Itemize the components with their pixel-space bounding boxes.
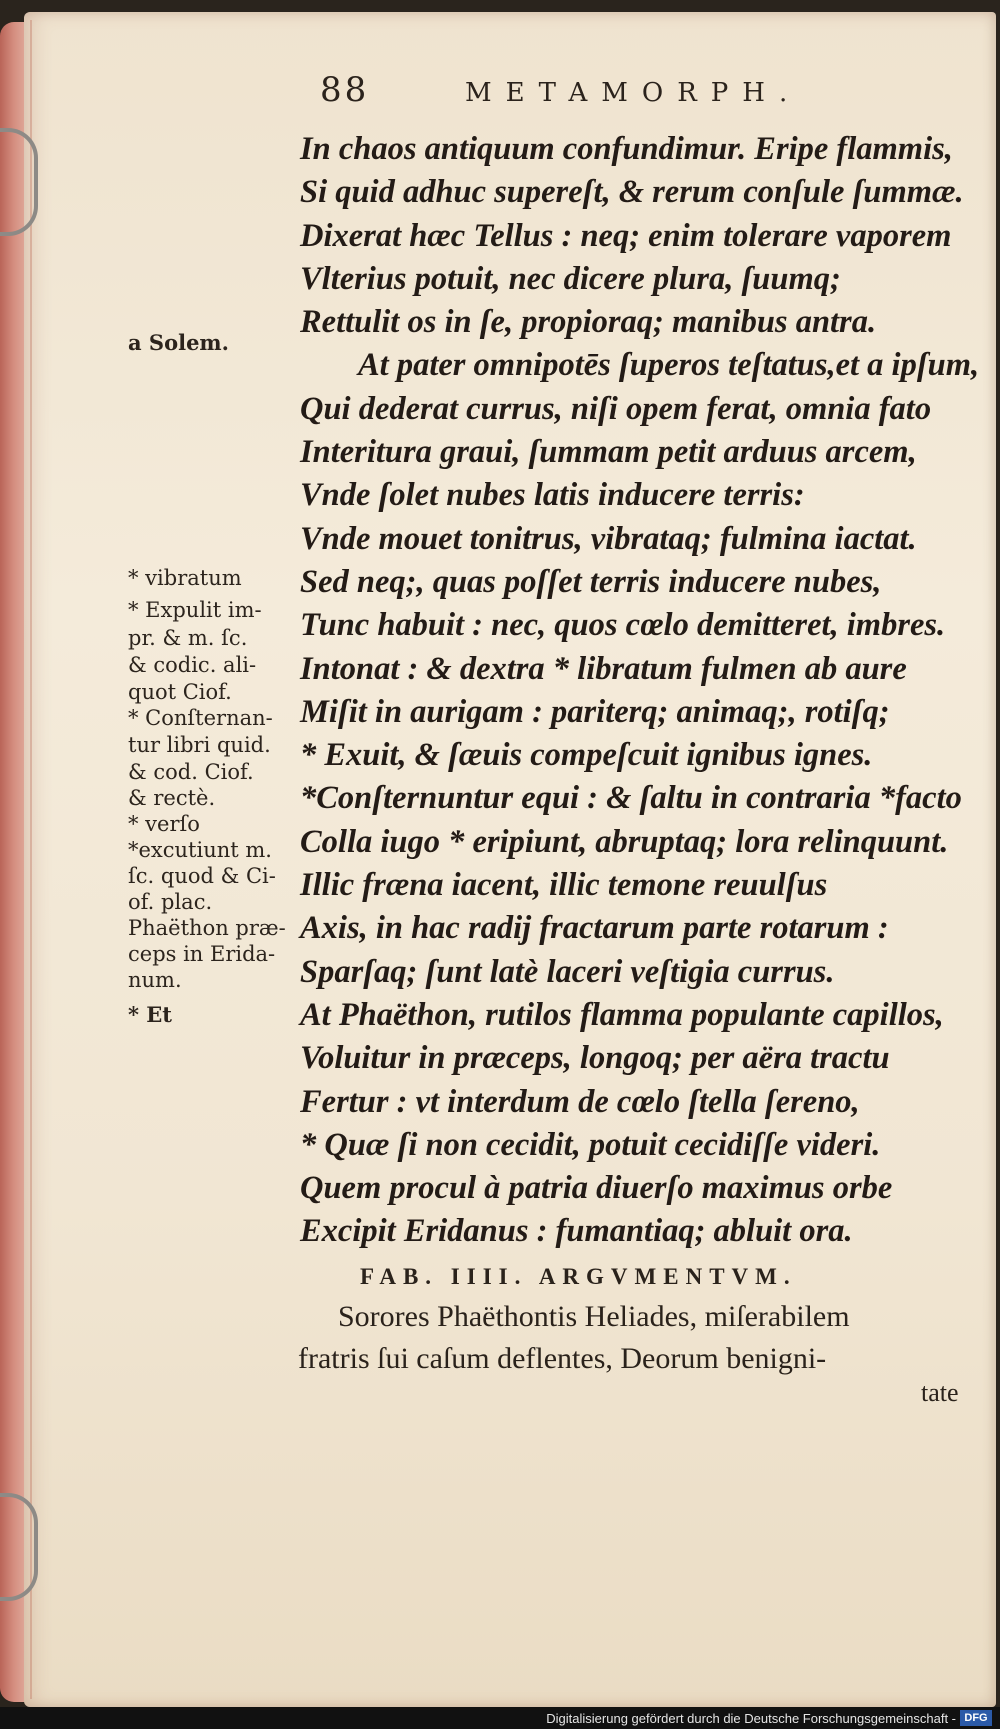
verse-line: Vlterius potuit, nec dicere plura, ſuumq;: [300, 260, 841, 297]
margin-note: * Et: [128, 1002, 172, 1027]
page-number: 88: [320, 70, 370, 110]
margin-note: * Expulit im-: [128, 598, 262, 622]
verse-line: Fertur : vt interdum de cœlo ſtella ſereno,: [300, 1083, 860, 1120]
dfg-logo: DFG: [960, 1710, 992, 1726]
verse-line: Si quid adhuc supereſt, & rerum conſule ſummæ.: [300, 174, 964, 211]
verse-line: Quem procul à patria diuerſo maximus orbe: [300, 1170, 893, 1207]
margin-note: *excutiunt m.: [128, 838, 272, 862]
margin-note: & rectè.: [128, 786, 216, 810]
verse-line: Colla iugo * eripiunt, abruptaq; lora relinquunt.: [300, 823, 949, 860]
verse-line: Voluitur in præceps, longoq; per aëra tractu: [300, 1040, 890, 1077]
margin-note: num.: [128, 968, 182, 992]
margin-note: Phaëthon præ-: [128, 916, 286, 940]
verse-line: * Quæ ſi non cecidit, potuit cecidiſſe videri.: [300, 1126, 881, 1163]
verse-line: Vnde mouet tonitrus, vibrataq; fulmina iactat.: [300, 520, 917, 557]
margin-note: * Conſternan-: [128, 706, 273, 730]
verse-line: Rettulit os in ſe, propioraq; manibus antra.: [300, 304, 877, 341]
margin-note: * vibratum: [128, 566, 242, 590]
verse-line: Qui dederat currus, niſi opem ferat, omnia fato: [300, 390, 932, 427]
margin-note: quot Ciof.: [128, 680, 232, 704]
verse-line: Vnde ſolet nubes latis inducere terris:: [300, 477, 805, 514]
margin-note: tur libri quid.: [128, 733, 271, 757]
verse-line: Sed neq;, quas poſſet terris inducere nubes,: [300, 563, 882, 600]
verse-line: Interitura graui, ſummam petit arduus arcem,: [300, 434, 917, 471]
margin-note: & codic. ali-: [128, 653, 257, 677]
margin-note: pr. & m. ſc.: [128, 626, 248, 650]
verse-line: At Phaëthon, rutilos flamma populante capillos,: [300, 996, 944, 1033]
verse-line: Tunc habuit : nec, quos cœlo demitteret, imbres.: [300, 607, 946, 644]
margin-note: * verſo: [128, 812, 200, 836]
catchword: tate: [921, 1378, 959, 1407]
argument-line: fratris ſui caſum deflentes, Deorum benigni-: [298, 1342, 827, 1375]
margin-note: ceps in Erida-: [128, 942, 276, 966]
verse-line: Axis, in hac radij fractarum parte rotarum :: [300, 910, 889, 947]
running-head: [320, 70, 880, 120]
verse-line: Intonat : & dextra * libratum fulmen ab aure: [300, 650, 907, 687]
argument-paragraph: [298, 1296, 958, 1380]
running-title: METAMORPH.: [465, 78, 802, 108]
margin-note: & cod. Ciof.: [128, 760, 254, 784]
fable-heading: FAB. IIII. ARGVMENTVM.: [360, 1264, 797, 1289]
verse-line: Miſit in aurigam : pariterq; animaq;, rotiſq;: [300, 693, 890, 730]
page-clip-top: [0, 128, 38, 236]
verse-line: Dixerat hæc Tellus : neq; enim tolerare vaporem: [300, 217, 952, 254]
verse-line: * Exuit, & ſæuis compeſcuit ignibus ignes.: [300, 737, 873, 774]
argument-line: Sorores Phaëthontis Heliades, miſerabilem: [338, 1300, 850, 1333]
page-clip-bottom: [0, 1493, 38, 1601]
margin-note: ſc. quod & Ci-: [128, 864, 276, 888]
verse-line: *Conſternuntur equi : & ſaltu in contraria *facto: [300, 780, 962, 817]
verse-line: In chaos antiquum confundimur. Eripe flammis,: [300, 131, 953, 167]
footer-bar: [0, 1707, 1000, 1729]
margin-note: of. plac.: [128, 890, 213, 914]
verse-block: [300, 128, 990, 1254]
margin-note: a Solem.: [128, 330, 229, 355]
verse-line: Excipit Eridanus : fumantiaq; abluit ora.: [300, 1213, 853, 1250]
verse-line: At pater omnipotēs ſuperos teſtatus,et a ipſum,: [358, 347, 980, 384]
verse-line: Illic fræna iacent, illic temone reuulſus: [300, 867, 828, 904]
verse-line: Sparſaq; ſunt latè laceri veſtigia currus.: [300, 953, 835, 990]
digitization-credit: Digitalisierung gefördert durch die Deutsche Forschungsgemeinschaft -: [546, 1711, 956, 1726]
